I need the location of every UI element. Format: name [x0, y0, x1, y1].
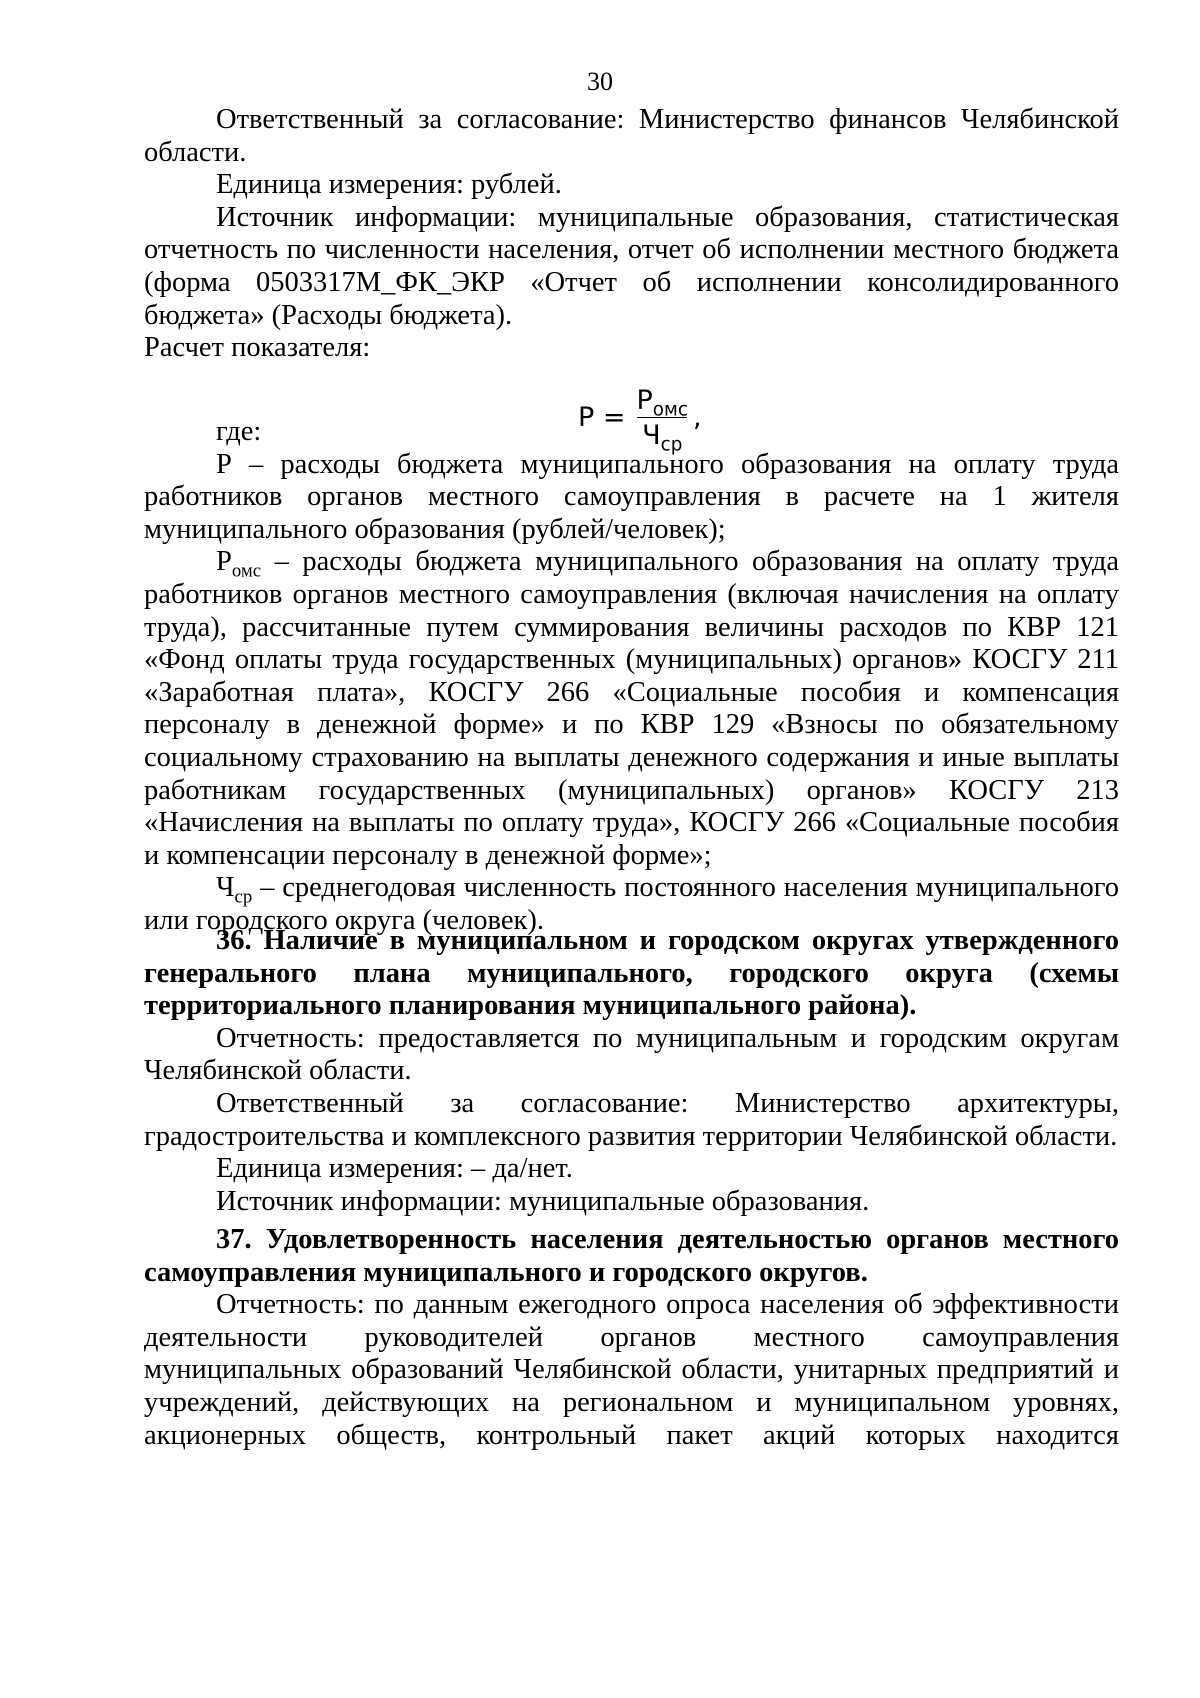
section-36-heading: 36. Наличие в муниципальном и городском округах утвержденного генерального плана муниципального, городского округа (схемы территориального планирования муниципального района).	[144, 925, 1119, 1022]
pomc-definition: $Р_{омс}$ – расходы бюджета муниципального образования на оплату труда работников органов местного самоуправления (включая начисления на оплату труда), рассчитанные путем суммирования величины расходов по КВР 121 «Фонд оплаты труда государственных (муниципальных) органов» КОСГУ 211 «Заработная плата», КОСГУ 266 «Социальные пособия и компенсация персоналу в денежной форме» и по КВР 129 «Взносы по обязательному социальному страхованию на выплаты денежного содержания и иные выплаты работникам государственных (муниципальных) органов» КОСГУ 213 «Начисления на выплаты по оплату труда», КОСГУ 266 «Социальные пособия и компенсации персоналу в денежной форме»;	[144, 546, 1119, 871]
page-number: 30	[587, 67, 613, 96]
section-36-unit: Единица измерения: – да/нет.	[216, 1153, 573, 1185]
section-37-reporting: Отчетность: по данным ежегодного опроса населения об эффективности деятельности руководителей органов местного самоуправления муниципальных образований Челябинской области, унитарных предприятий и учреждений, действующих на региональном и муниципальном уровнях, акционерных обществ, контрольный пакет акций которых находится	[144, 1289, 1119, 1451]
block-responsible-finance	[144, 104, 1119, 365]
formula-trail: ,	[692, 401, 702, 433]
source-paragraph: Источник информации: муниципальные образования, статистическая отчетность по численности населения, отчет об исполнении местного бюджета (форма 0503317М_ФК_ЭКР «Отчет об исполнении консолидированного бюджета» (Расходы бюджета).	[144, 201, 1119, 331]
section-36	[144, 925, 1119, 1218]
section-36-responsible: Ответственный за согласование: Министерство архитектуры, градостроительства и комплексного развития территории Челябинской области.	[144, 1087, 1119, 1152]
unit-paragraph: Единица измерения: рублей.	[216, 169, 562, 201]
responsible-paragraph: Ответственный за согласование: Министерство финансов Челябинской области.	[144, 104, 1119, 168]
p-definition: Р – расходы бюджета муниципального образования на оплату труда работников органов местного самоуправления в расчете на 1 жителя муниципального образования (рублей/человек);	[144, 448, 1119, 545]
formula-lhs: Р =	[578, 401, 626, 433]
calc-label: Расчет показателя:	[144, 332, 371, 364]
chsr-definition: $Ч_{ср}$ – среднегодовая численность постоянного населения муниципального или городского округа (человек).	[144, 872, 1119, 936]
section-36-reporting: Отчетность: предоставляется по муниципальным и городским округам Челябинской области.	[144, 1022, 1119, 1087]
where-label: где:	[216, 416, 262, 447]
definitions-block	[144, 416, 1119, 938]
section-36-source: Источник информации: муниципальные образования.	[216, 1185, 870, 1217]
formula-numerator: $Р_{омс}$	[636, 384, 688, 420]
section-37-heading: 37. Удовлетворенность населения деятельностью органов местного самоуправления муниципального и городского округов.	[144, 1224, 1119, 1288]
formula-denominator: $Ч_{ср}$	[637, 417, 687, 452]
section-37	[144, 1224, 1119, 1452]
